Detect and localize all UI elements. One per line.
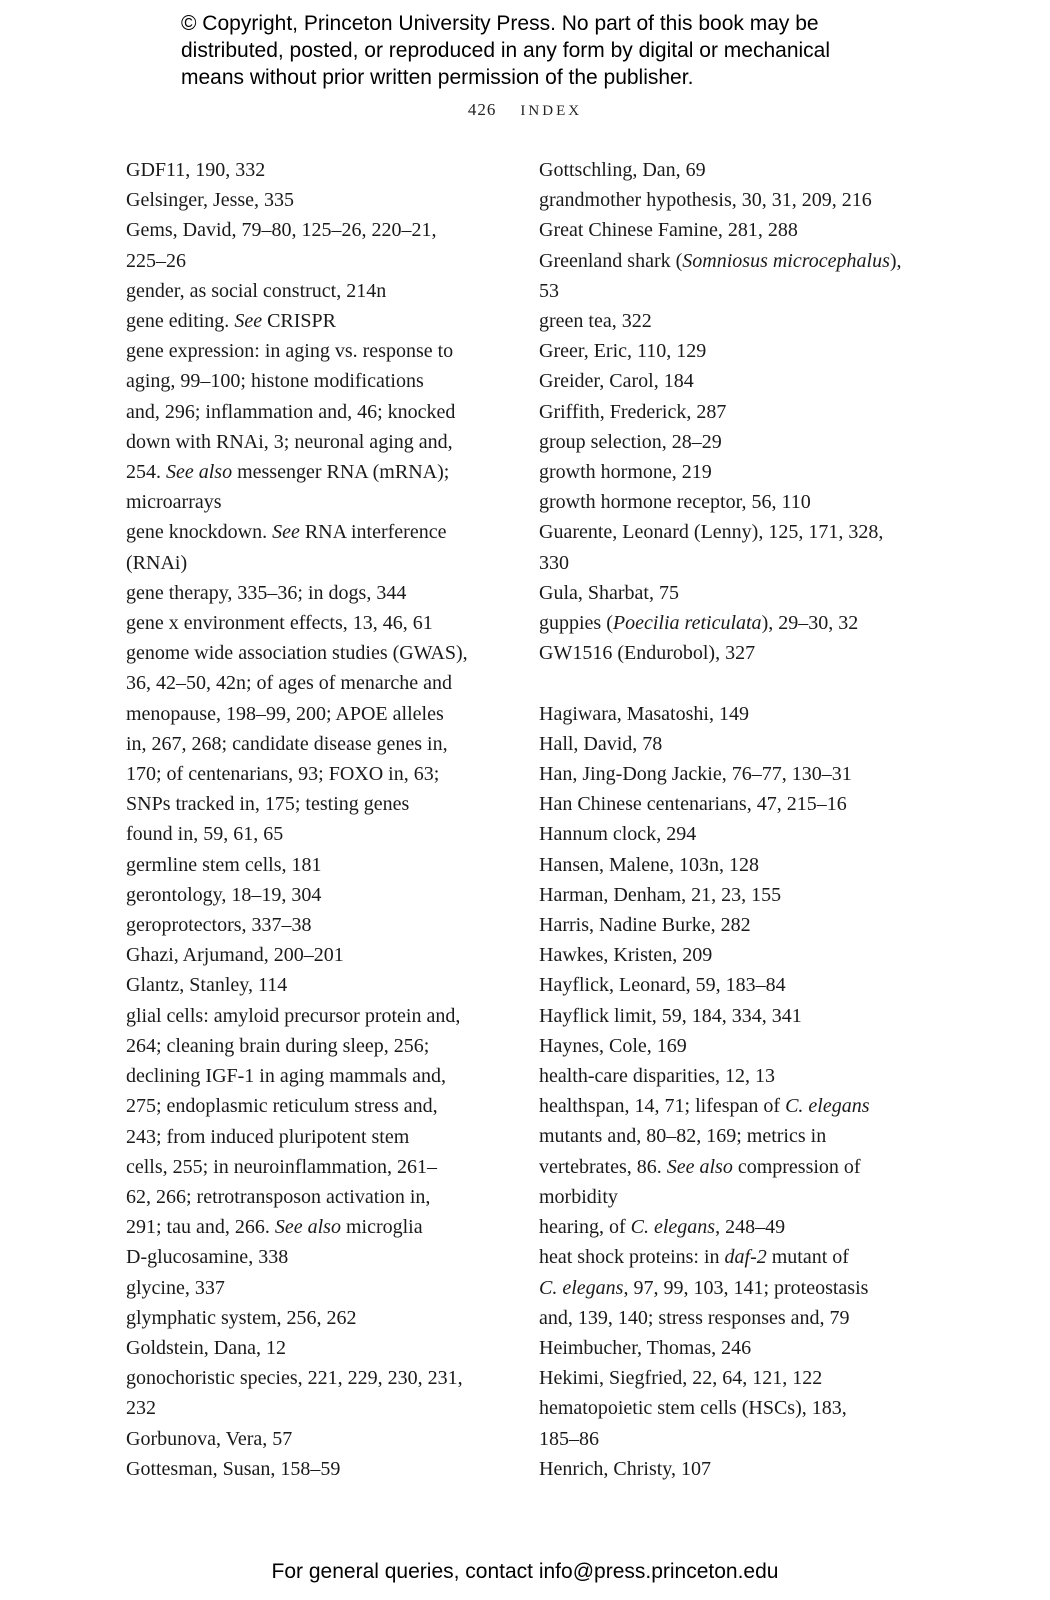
index-entry-line: Gelsinger, Jesse, 335 xyxy=(126,189,295,212)
running-head xyxy=(0,100,1050,120)
index-entry-line: germline stem cells, 181 xyxy=(126,853,322,876)
index-entry xyxy=(539,789,929,819)
index-entry-line: guppies (Poecilia reticulata), 29–30, 32 xyxy=(539,612,859,635)
index-entry-line: gene therapy, 335–36; in dogs, 344 xyxy=(126,581,407,604)
index-entry-line: 264; cleaning brain during sleep, 256; xyxy=(126,1034,430,1057)
index-entry-line: glymphatic system, 256, 262 xyxy=(126,1306,357,1329)
index-entry xyxy=(539,850,929,880)
index-entry-line: Greenland shark (Somniosus microcephalus), xyxy=(539,249,902,272)
index-entry-line: Gorbunova, Vera, 57 xyxy=(126,1427,293,1450)
index-entry-line: Henrich, Christy, 107 xyxy=(539,1457,712,1480)
index-entry xyxy=(539,397,929,427)
index-entry xyxy=(539,910,929,940)
index-entry-line: gene knockdown. See RNA interference xyxy=(126,521,447,544)
index-entry-line: mutants and, 80–82, 169; metrics in xyxy=(539,1125,827,1148)
index-entry-line: heat shock proteins: in daf-2 mutant of xyxy=(539,1246,849,1269)
index-entry xyxy=(539,155,929,185)
index-entry-line: Gottesman, Susan, 158–59 xyxy=(126,1457,341,1480)
index-entry-line: Gula, Sharbat, 75 xyxy=(539,581,679,604)
index-entry-line: genome wide association studies (GWAS), xyxy=(126,642,468,665)
index-entry xyxy=(539,487,929,517)
index-entry-line: healthspan, 14, 71; lifespan of C. elegans xyxy=(539,1095,870,1118)
index-entry xyxy=(539,638,929,668)
index-entry-line: gender, as social construct, 214n xyxy=(126,279,387,302)
index-entry-line: 291; tau and, 266. See also microglia xyxy=(126,1216,423,1239)
index-entry-line: gerontology, 18–19, 304 xyxy=(126,883,322,906)
index-entry-line: Haynes, Cole, 169 xyxy=(539,1034,687,1057)
index-entry xyxy=(539,517,929,577)
index-entry-line: in, 267, 268; candidate disease genes in, xyxy=(126,732,448,755)
index-entry-line: Hawkes, Kristen, 209 xyxy=(539,944,713,967)
index-entry-line: gene editing. See CRISPR xyxy=(126,310,337,333)
index-entry-line: 330 xyxy=(539,551,569,574)
index-entry-line: 254. See also messenger RNA (mRNA); xyxy=(126,461,450,484)
index-entry-line: grandmother hypothesis, 30, 31, 209, 216 xyxy=(539,189,872,212)
index-entry xyxy=(126,880,511,910)
index-entry xyxy=(539,608,929,638)
index-entry-line: gene x environment effects, 13, 46, 61 xyxy=(126,612,433,635)
index-entry xyxy=(539,970,929,1000)
index-entry-line: 225–26 xyxy=(126,249,186,272)
index-entry-line: Gems, David, 79–80, 125–26, 220–21, xyxy=(126,219,437,242)
index-entry xyxy=(539,729,929,759)
index-entry xyxy=(539,1212,929,1242)
index-entry-line: (RNAi) xyxy=(126,551,188,574)
index-entry xyxy=(539,185,929,215)
index-entry-line: hematopoietic stem cells (HSCs), 183, xyxy=(539,1397,847,1420)
index-entry xyxy=(126,1242,511,1272)
index-entry-line: declining IGF-1 in aging mammals and, xyxy=(126,1065,446,1088)
index-entry xyxy=(539,457,929,487)
index-entry-line: green tea, 322 xyxy=(539,310,652,333)
index-entry xyxy=(126,1273,511,1303)
index-entry xyxy=(126,215,511,275)
index-entry-line: Hannum clock, 294 xyxy=(539,823,697,846)
index-entry-line: gene expression: in aging vs. response to xyxy=(126,340,454,363)
index-entry xyxy=(126,578,511,608)
index-entry-line: GDF11, 190, 332 xyxy=(126,159,266,181)
index-entry-line: Hayflick limit, 59, 184, 334, 341 xyxy=(539,1004,802,1027)
index-entry-line: Hansen, Malene, 103n, 128 xyxy=(539,853,759,876)
index-entry xyxy=(126,970,511,1000)
index-entry xyxy=(539,1001,929,1031)
index-entry-line: microarrays xyxy=(126,491,222,514)
index-entry xyxy=(539,215,929,245)
index-entry xyxy=(539,940,929,970)
index-entry-line: Hall, David, 78 xyxy=(539,732,663,755)
index-entry xyxy=(126,1363,511,1423)
index-entry-line: 36, 42–50, 42n; of ages of menarche and xyxy=(126,672,453,695)
index-entry-line: C. elegans, 97, 99, 103, 141; proteostasis xyxy=(539,1276,869,1299)
index-entry-line: 170; of centenarians, 93; FOXO in, 63; xyxy=(126,763,440,786)
section-gap xyxy=(539,668,929,698)
index-entry-line: Hayflick, Leonard, 59, 183–84 xyxy=(539,974,786,997)
index-entry-line: glycine, 337 xyxy=(126,1276,225,1299)
index-entry-line: Hekimi, Siegfried, 22, 64, 121, 122 xyxy=(539,1367,823,1390)
index-entry xyxy=(126,517,511,577)
copyright-line: means without prior written permission of the publisher. xyxy=(181,66,694,89)
index-entry xyxy=(126,155,511,185)
index-entry xyxy=(539,1333,929,1363)
index-entry xyxy=(126,910,511,940)
index-entry xyxy=(539,336,929,366)
index-entry xyxy=(126,1454,511,1484)
index-entry-line: 243; from induced pluripotent stem xyxy=(126,1125,410,1148)
index-entry-line: 232 xyxy=(126,1397,156,1420)
index-entry-line: Harman, Denham, 21, 23, 155 xyxy=(539,883,782,906)
index-entry xyxy=(539,699,929,729)
copyright-line: distributed, posted, or reproduced in any form by digital or mechanical xyxy=(181,39,831,62)
index-entry-line: growth hormone, 219 xyxy=(539,461,712,484)
index-entry-line: and, 139, 140; stress responses and, 79 xyxy=(539,1306,850,1329)
index-entry-line: Han, Jing-Dong Jackie, 76–77, 130–31 xyxy=(539,763,852,786)
index-entry-line: Great Chinese Famine, 281, 288 xyxy=(539,219,798,242)
index-entry-line: found in, 59, 61, 65 xyxy=(126,823,284,846)
index-entry-line: Han Chinese centenarians, 47, 215–16 xyxy=(539,793,847,816)
index-entry-line: and, 296; inflammation and, 46; knocked xyxy=(126,400,456,423)
index-entry xyxy=(539,306,929,336)
index-column-right xyxy=(539,155,929,1484)
index-entry-line: geroprotectors, 337–38 xyxy=(126,914,312,937)
index-entry-line: growth hormone receptor, 56, 110 xyxy=(539,491,811,514)
index-entry-line: Guarente, Leonard (Lenny), 125, 171, 328, xyxy=(539,521,884,544)
index-entry-line: SNPs tracked in, 175; testing genes xyxy=(126,793,410,816)
index-entry xyxy=(539,819,929,849)
index-entry xyxy=(539,578,929,608)
copyright-line: © Copyright, Princeton University Press. No part of this book may be xyxy=(181,12,819,35)
index-entry-line: Greider, Carol, 184 xyxy=(539,370,694,393)
index-entry-line: menopause, 198–99, 200; APOE alleles xyxy=(126,702,444,725)
index-entry-line: Griffith, Frederick, 287 xyxy=(539,400,727,423)
index-entry xyxy=(539,1363,929,1393)
index-entry xyxy=(126,638,511,849)
index-entry xyxy=(126,276,511,306)
index-entry-line: Greer, Eric, 110, 129 xyxy=(539,340,707,363)
index-entry-line: vertebrates, 86. See also compression of xyxy=(539,1155,861,1178)
index-entry-line: morbidity xyxy=(539,1185,618,1208)
index-entry-line: down with RNAi, 3; neuronal aging and, xyxy=(126,430,453,453)
index-entry xyxy=(539,1091,929,1212)
index-entry xyxy=(126,185,511,215)
index-entry xyxy=(126,306,511,336)
index-entry-line: Hagiwara, Masatoshi, 149 xyxy=(539,702,749,725)
index-entry-line: Harris, Nadine Burke, 282 xyxy=(539,914,751,937)
page-title: INDEX xyxy=(520,103,583,119)
index-entry xyxy=(539,1393,929,1453)
index-entry-line: 62, 266; retrotransposon activation in, xyxy=(126,1185,431,1208)
index-entry xyxy=(126,608,511,638)
index-entry-line: hearing, of C. elegans, 248–49 xyxy=(539,1216,786,1239)
index-entry-line: Goldstein, Dana, 12 xyxy=(126,1336,286,1359)
index-entry-line: gonochoristic species, 221, 229, 230, 231, xyxy=(126,1367,463,1390)
index-entry xyxy=(539,759,929,789)
index-entry-line: glial cells: amyloid precursor protein and, xyxy=(126,1004,461,1027)
index-entry xyxy=(539,427,929,457)
index-entry-line: 275; endoplasmic reticulum stress and, xyxy=(126,1095,438,1118)
index-entry-line: Ghazi, Arjumand, 200–201 xyxy=(126,944,344,967)
footer-contact: For general queries, contact info@press.princeton.edu xyxy=(271,1560,779,1583)
index-entry xyxy=(539,880,929,910)
index-entry xyxy=(126,1303,511,1333)
index-entry-line: aging, 99–100; histone modifications xyxy=(126,370,424,393)
index-entry xyxy=(126,1001,511,1243)
index-entry-line: GW1516 (Endurobol), 327 xyxy=(539,642,756,665)
index-entry-line: Heimbucher, Thomas, 246 xyxy=(539,1336,752,1359)
index-entry-line: Glantz, Stanley, 114 xyxy=(126,974,288,997)
index-entry xyxy=(126,940,511,970)
index-entry xyxy=(126,1424,511,1454)
index-entry xyxy=(539,366,929,396)
index-entry-line: Gottschling, Dan, 69 xyxy=(539,159,706,181)
index-entry-line: 185–86 xyxy=(539,1427,599,1450)
index-entry xyxy=(126,336,511,517)
index-entry xyxy=(539,1454,929,1484)
index-entry xyxy=(539,1242,929,1333)
index-column-left xyxy=(126,155,511,1484)
index-entry-line: D-glucosamine, 338 xyxy=(126,1246,289,1269)
index-entry-line: health-care disparities, 12, 13 xyxy=(539,1065,776,1088)
index-entry-line: group selection, 28–29 xyxy=(539,430,722,453)
index-entry xyxy=(539,1031,929,1061)
index-entry xyxy=(539,1061,929,1091)
index-entry xyxy=(539,246,929,306)
index-entry xyxy=(126,850,511,880)
index-entry-line: 53 xyxy=(539,279,559,302)
index-entry xyxy=(126,1333,511,1363)
copyright-notice xyxy=(181,10,941,91)
page-number: 426 xyxy=(467,100,497,119)
index-entry-line: cells, 255; in neuroinflammation, 261– xyxy=(126,1155,438,1178)
